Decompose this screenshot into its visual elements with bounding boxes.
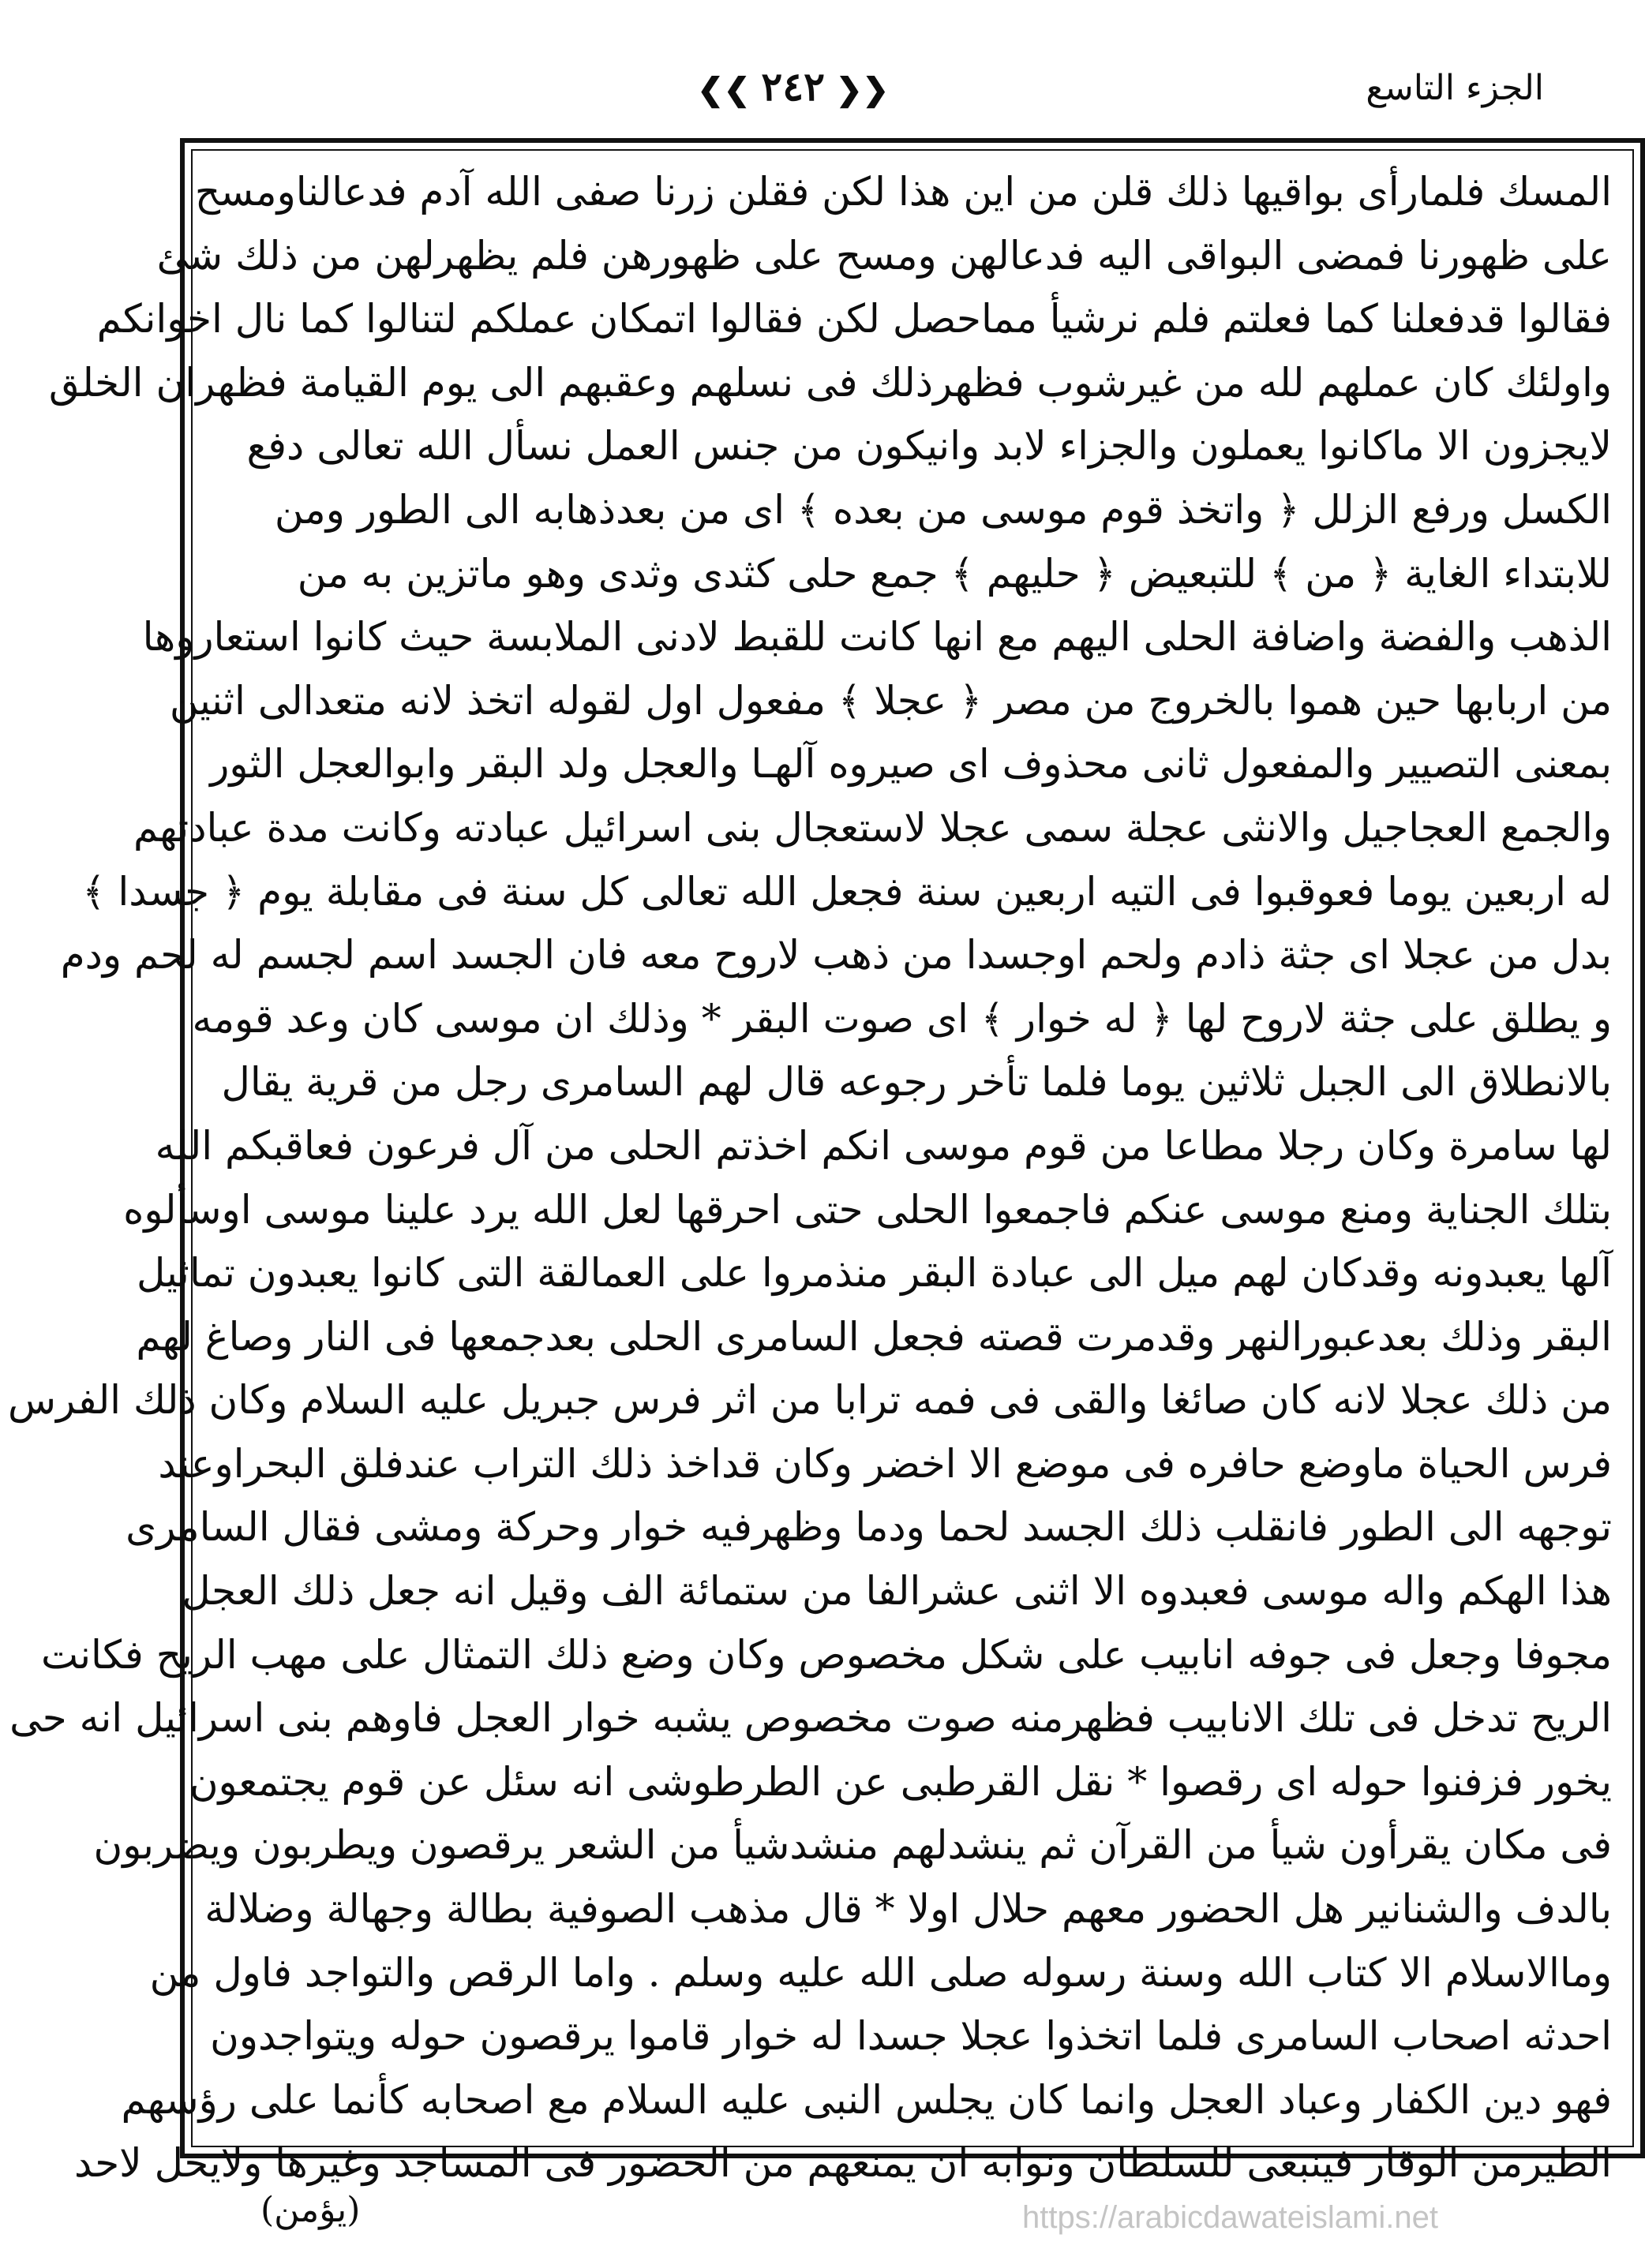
text-line: بمعنى التصيير والمفعول ثانى محذوف اى صيروه آلهـا والعجل ولد البقر وابوالعجل الثور — [210, 741, 1612, 788]
text-line: يخور فزفنوا حوله اى رقصوا * نقل القرطبى عن الطرطوشى انه سئل عن قوم يجتمعون — [189, 1758, 1612, 1805]
text-line: بتلك الجناية ومنع موسى عنكم فاجمعوا الحلى حتى احرقها لعل الله يرد علينا موسى اوسألوه — [123, 1186, 1612, 1233]
text-line: بدل من عجلا اى جثة ذادم ولحم اوجسدا من ذهب لاروح معه فان الجسد اسم لجسم له لحم ودم — [60, 932, 1612, 979]
text-frame — [8, 138, 1645, 2187]
body-text — [8, 160, 1612, 2187]
text-line: و يطلق على جثة لاروح لها ﴿ له خوار ﴾ اى صوت البقر * وذلك ان موسى كان وعد قومه — [192, 995, 1612, 1042]
text-line: الطيرمن الوقار فينبغى للسلطان ونوابه ان يمنعهم من الحضور فى المساجد وغيرها ولايحل لاحد — [74, 2140, 1612, 2187]
text-line: من اربابها حين هموا بالخروج من مصر ﴿ عجلا ﴾ مفعول اول لقوله اتخذ لانه متعدالى اثنين — [169, 677, 1612, 724]
text-line: فى مكان يقرأون شيأ من القرآن ثم ينشدلهم منشدشيأ من الشعر يرقصون ويطربون ويضربون — [93, 1822, 1612, 1869]
text-line: البقر وذلك بعدعبورالنهر وقدمرت قصته فجعل السامرى الحلى بعدجمعها فى النار وصاغ لهم — [136, 1313, 1612, 1360]
page-number — [695, 63, 900, 110]
text-line: لها سامرة وكان رجلا مطاعا من قوم موسى انكم اخذتم الحلى من آل فرعون فعاقبكم الله — [155, 1122, 1612, 1169]
text-line: آلها يعبدونه وقدكان لهم ميل الى عبادة البقر منذمروا على العمالقة التى كانوا يعبدون تماثيل — [136, 1250, 1612, 1297]
text-line: توجهه الى الطور فانقلب ذلك الجسد لحما ودما وظهرفيه خوار وحركة ومشى فقال السامرى — [126, 1504, 1612, 1551]
text-line: بالدف والشنانير هل الحضور معهم حلال اولا * قال مذهب الصوفية بطالة وجهالة وضلالة — [204, 1886, 1612, 1933]
watermark-url: https://arabicdawateislami.net — [1022, 2200, 1438, 2235]
text-line: الذهب والفضة واضافة الحلى اليهم مع انها كانت للقبط لادنى الملابسة حيث كانوا استعاروها — [142, 614, 1612, 661]
text-line: بالانطلاق الى الجبل ثلاثين يوما فلما تأخر رجوعه قال لهم السامرى رجل من قرية يقال — [221, 1059, 1612, 1106]
text-line: مجوفا وجعل فى جوفه انابيب على شكل مخصوص وكان وضع ذلك التمثال على مهب الريح فكانت — [41, 1631, 1612, 1678]
catchword: (يؤمن) — [260, 2190, 361, 2230]
text-line: احدثه اصحاب السامرى فلما اتخذوا عجلا جسدا له خوار قاموا يرقصون حوله ويتواجدون — [210, 2013, 1612, 2060]
text-line: الريح تدخل فى تلك الانابيب فظهرمنه صوت مخصوص يشبه خوار العجل فاوهم بنى اسرائيل انه حى — [9, 1695, 1612, 1742]
text-line: على ظهورنا فمضى البواقى اليه فدعالهن ومسح على ظهورهن فلم يظهرلهن من ذلك شئ — [156, 232, 1612, 279]
text-line: له اربعين يوما فعوقبوا فى التيه اربعين سنة فجعل الله تعالى كل سنة فى مقابلة يوم ﴿ جسدا ﴾ — [82, 868, 1612, 915]
text-line: للابتداء الغاية ﴿ من ﴾ للتبعيض ﴿ حليهم ﴾ جمع حلى كثدى وثدى وهو ماتزين به من — [297, 550, 1612, 597]
text-line: المسك فلمارأى بواقيها ذلك قلن من اين هذا لكن فقلن زرنا صفى الله آدم فدعالناومسح — [194, 169, 1612, 215]
text-line: فهو دين الكفار وعباد العجل وانما كان يجلس النبى عليه السلام مع اصحابه كأنما على رؤسهم — [121, 2076, 1612, 2123]
page-number-value: ٢٤٢ — [761, 63, 825, 110]
ornament-icon: ❯❯ — [697, 71, 751, 108]
part-label: الجزء التاسع — [1366, 68, 1544, 108]
ornament-icon: ❮❮ — [835, 71, 889, 108]
page-header — [0, 63, 1599, 134]
text-line: والجمع العجاجيل والانثى عجلة سمى عجلا لاستعجال بنى اسرائيل عبادته وكانت مدة عبادتهم — [133, 804, 1612, 851]
text-line: واولئك كان عملهم لله من غيرشوب فظهرذلك فى نسلهم وعقبهم الى يوم القيامة فظهران الخلق — [48, 359, 1612, 406]
text-line: فقالوا قدفعلنا كما فعلتم فلم نرشيأ مماحصل لكن فقالوا اتمكان عملكم لتنالوا كما نال اخوانكم — [96, 296, 1612, 342]
text-line: وماالاسلام الا كتاب الله وسنة رسوله صلى الله عليه وسلم . واما الرقص والتواجد فاول من — [149, 1949, 1612, 1996]
text-line: فرس الحياة ماوضع حافره فى موضع الا اخضر وكان قداخذ ذلك التراب عندفلق البحراوعند — [158, 1440, 1612, 1487]
text-line: من ذلك عجلا لانه كان صائغا والقى فى فمه ترابا من اثر فرس جبريل عليه السلام وكان ذلك الفرس — [8, 1377, 1612, 1424]
text-line: هذا الهكم واله موسى فعبدوه الا اثنى عشرالفا من ستمائة الف وقيل انه جعل ذلك العجل — [182, 1568, 1612, 1615]
text-line: لايجزون الا ماكانوا يعملون والجزاء لابد وانيكون من جنس العمل نسأل الله تعالى دفع — [246, 423, 1612, 470]
text-line: الكسل ورفع الزلل ﴿ واتخذ قوم موسى من بعده ﴾ اى من بعدذهابه الى الطور ومن — [274, 486, 1612, 533]
